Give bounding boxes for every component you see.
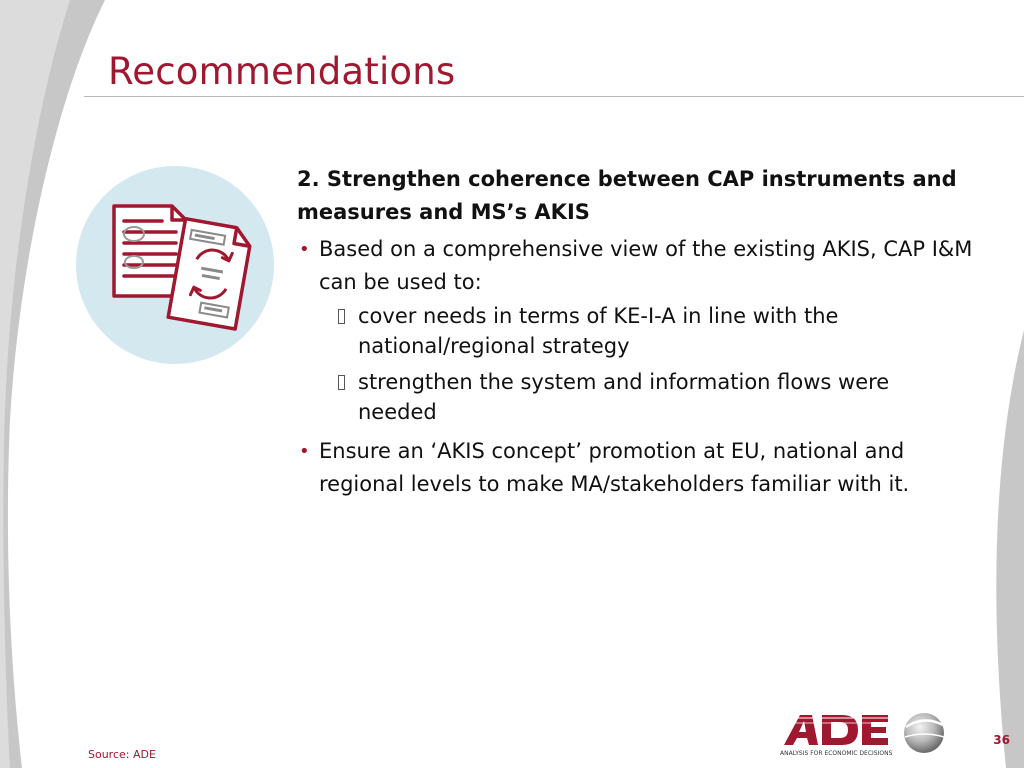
recommendation-heading: 2. Strengthen coherence between CAP instruments and measures and MS’s AKIS — [297, 167, 957, 224]
title-divider — [84, 96, 1024, 97]
documents-cycle-icon — [76, 166, 274, 364]
source-note: Source: ADE — [88, 748, 156, 761]
bullet-item — [297, 435, 979, 501]
sub-bullet-item — [297, 367, 918, 427]
sub-bullet-list — [297, 301, 987, 427]
sub-bullet-text: strengthen the system and information flows were needed — [358, 370, 890, 424]
sub-bullet-item — [297, 301, 918, 361]
recommendation-content — [297, 163, 987, 501]
left-decorative-band — [0, 0, 120, 768]
bullet-marker: • — [299, 239, 310, 260]
bullet-item — [297, 233, 979, 299]
sub-bullet-marker-icon — [338, 309, 345, 324]
ade-logo — [778, 707, 948, 761]
svg-text:ANALYSIS FOR ECONOMIC DECISION: ANALYSIS FOR ECONOMIC DECISIONS — [780, 750, 893, 757]
bullet-text: Based on a comprehensive view of the existing AKIS, CAP I&M can be used to: — [319, 237, 973, 294]
sub-bullet-text: cover needs in terms of KE-I-A in line with the national/regional strategy — [358, 304, 839, 358]
bullet-text: Ensure an ‘AKIS concept’ promotion at EU, national and regional levels to make MA/stakeholders familiar with it. — [319, 439, 910, 496]
sub-bullet-marker-icon — [338, 375, 345, 390]
slide-title: Recommendations — [108, 50, 456, 93]
bullet-marker: • — [299, 441, 310, 462]
page-number: 36 — [993, 733, 1010, 747]
